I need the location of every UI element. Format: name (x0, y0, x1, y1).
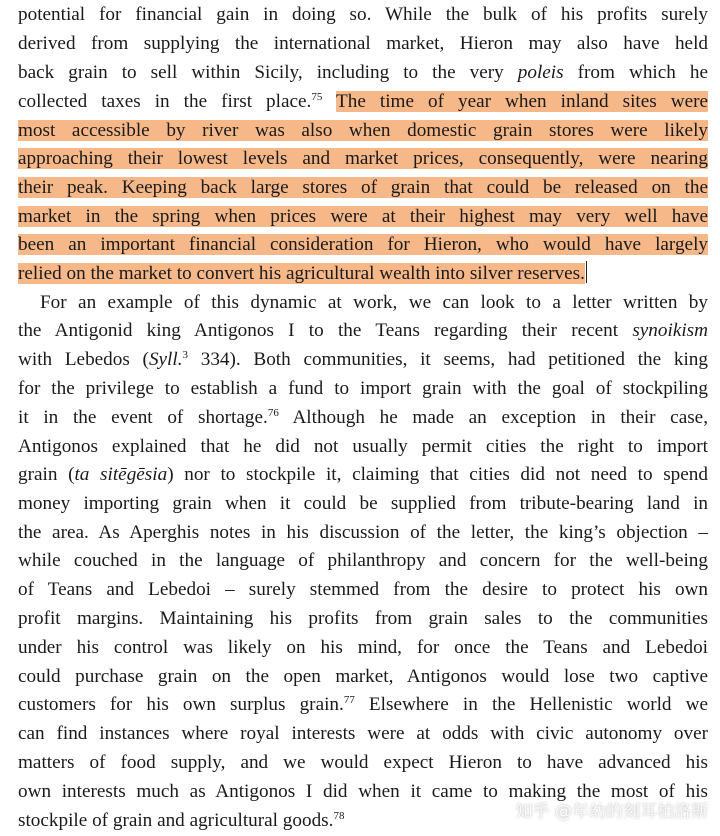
text-span: customers for his own surplus grain. (18, 694, 344, 715)
highlighted-text: market in the spring when prices were at their highest may very well have (18, 206, 708, 227)
text-span: potential for financial gain in doing so. While the bulk of his profits surely (18, 4, 708, 25)
text-line (18, 0, 708, 29)
text-span: For an example of this dynamic at work, we can look to a letter written by (40, 292, 708, 313)
text-span: for the privilege to establish a fund to import grain with the goal of stockpiling (18, 378, 708, 399)
text-span: the area. As Aperghis notes in his discussion of the letter, the king’s objection – (18, 522, 708, 543)
text-line (18, 116, 708, 145)
footnote-ref: 3 (182, 349, 189, 361)
text-span: money importing grain when it could be supplied from tribute-bearing land in (18, 493, 708, 514)
text-line (18, 432, 708, 461)
text-line (18, 288, 708, 317)
text-line (18, 58, 708, 87)
text-line (18, 604, 708, 633)
text-span: collected taxes in the first place. (18, 91, 312, 112)
text-line (18, 202, 708, 231)
text-span: Antigonos explained that he did not usually permit cities the right to import (18, 436, 708, 457)
text-line (18, 633, 708, 662)
text-line (18, 29, 708, 58)
text-line (18, 374, 708, 403)
highlighted-text: The time of year when inland sites were (336, 91, 709, 112)
text-span: matters of food supply, and we would expect Hieron to have advanced his (18, 752, 708, 773)
text-line (18, 690, 708, 719)
italic-term: ta sitēgēsia (74, 464, 168, 485)
highlighted-text: been an important financial consideration for Hieron, who would have largely (18, 234, 708, 255)
text-line (18, 230, 708, 259)
text-span: stockpile of grain and agricultural goods. (18, 810, 334, 831)
text-span (322, 91, 336, 112)
text-span: with Lebedos ( (18, 349, 149, 370)
text-span: ) nor to stockpile it, claiming that cities did not need to spend (167, 464, 708, 485)
text-span: of Teans and Lebedoi – surely stemmed from the desire to protect his own (18, 579, 708, 600)
text-line (18, 316, 708, 345)
footnote-ref: 78 (333, 810, 345, 822)
text-span: from which he (563, 62, 708, 83)
footnote-ref: 75 (311, 91, 323, 103)
highlighted-text: their peak. Keeping back large stores of grain that could be released on the (18, 177, 708, 198)
text-line (18, 575, 708, 604)
italic-term: synoikism (632, 320, 708, 341)
text-line (18, 748, 708, 777)
footnote-ref: 77 (343, 694, 355, 706)
highlighted-text: approaching their lowest levels and market prices, consequently, were nearing (18, 148, 708, 169)
text-span: back grain to sell within Sicily, including to the very (18, 62, 518, 83)
text-span: 334). Both communities, it seems, had petitioned the king (188, 349, 708, 370)
highlighted-text: most accessible by river was also when domestic grain stores were likely (18, 120, 708, 141)
text-span: profit margins. Maintaining his profits from grain sales to the communities (18, 608, 708, 629)
text-line (18, 546, 708, 575)
text-line (18, 403, 708, 432)
text-span: while couched in the language of philanthropy and concern for the well-being (18, 550, 708, 571)
text-span: could purchase grain on the open market, Antigonos would lose two captive (18, 666, 708, 687)
text-line (18, 87, 708, 116)
text-line (18, 144, 708, 173)
highlighted-text: relied on the market to convert his agricultural wealth into silver reserves. (18, 263, 585, 284)
text-span: can find instances where royal interests were at odds with civic autonomy over (18, 723, 708, 744)
text-span: Elsewhere in the Hellenistic world we (354, 694, 708, 715)
text-line (18, 662, 708, 691)
text-line (18, 460, 708, 489)
italic-term: poleis (517, 62, 564, 83)
text-span: under his control was likely on his mind, for once the Teans and Lebedoi (18, 637, 708, 658)
zhihu-watermark: 知乎 @年幼的刻耳柏洛斯 (515, 802, 708, 822)
text-span: grain ( (18, 464, 75, 485)
text-line (18, 345, 708, 374)
text-line (18, 518, 708, 547)
italic-term: Syll. (148, 349, 183, 370)
text-line (18, 719, 708, 748)
text-cursor (586, 261, 587, 283)
text-span: Although he made an exception in their case, (278, 407, 708, 428)
text-line (18, 489, 708, 518)
footnote-ref: 76 (267, 407, 279, 419)
text-span: the Antigonid king Antigonos I to the Teans regarding their recent (18, 320, 633, 341)
text-span: derived from supplying the international market, Hieron may also have held (18, 33, 708, 54)
text-line (18, 173, 708, 202)
text-span: own interests much as Antigonos I did when it came to making the most of his (18, 781, 708, 802)
text-span: it in the event of shortage. (18, 407, 268, 428)
text-line (18, 259, 708, 288)
